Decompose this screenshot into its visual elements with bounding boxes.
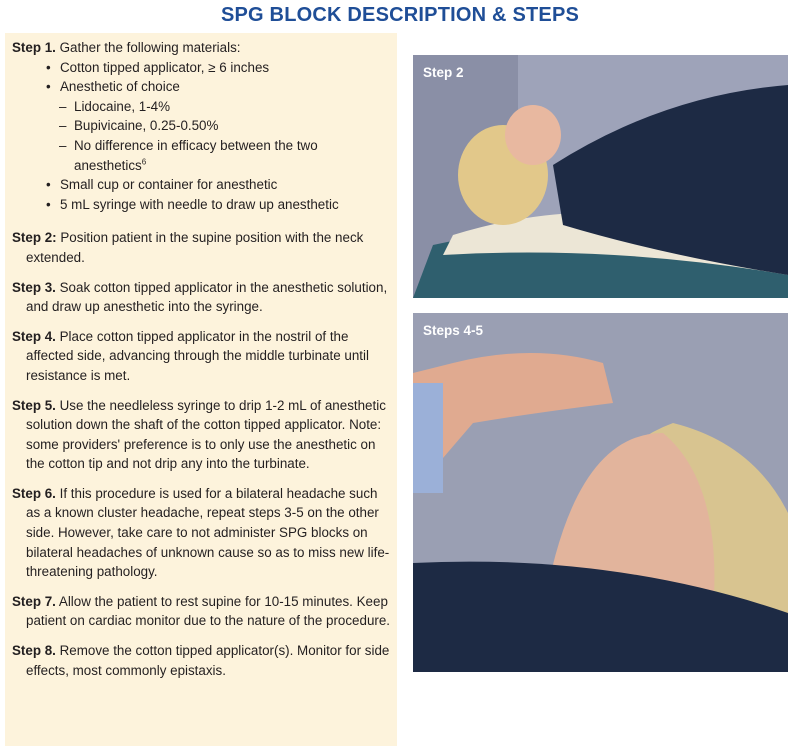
list-item: • Anesthetic of choice: [26, 77, 392, 97]
list-item: • 5 mL syringe with needle to draw up anesthetic: [26, 195, 392, 215]
step-label: Step 1.: [12, 40, 56, 55]
sub-list-text: No difference in efficacy between the two anesthetics: [74, 137, 318, 173]
list-item: • Small cup or container for anesthetic: [26, 175, 392, 195]
sub-list-item: [26, 136, 392, 175]
step-5: [12, 396, 392, 474]
step-label: Step 8.: [12, 643, 56, 659]
step-label: Step 6.: [12, 485, 56, 501]
step-label: Step 4.: [12, 328, 56, 344]
reference-superscript: 6: [141, 157, 147, 167]
step-label: Step 5.: [12, 397, 56, 413]
photo-label: Step 2: [423, 65, 464, 80]
step-3: [12, 278, 392, 317]
list-item: • Cotton tipped applicator, ≥ 6 inches: [26, 58, 392, 78]
step-text: Use the needleless syringe to drip 1-2 mL of anesthetic solution down the shaft of the cotton tipped applicator. Note: some providers' preference is to only use the anesthetic on the cotton tip and not drip any into the turbinate.: [26, 397, 386, 472]
step-label: Step 7.: [12, 593, 56, 609]
sub-list-item: – Bupivicaine, 0.25-0.50%: [26, 116, 392, 136]
step-2: [12, 228, 392, 267]
photo-steps-4-5: [413, 313, 788, 672]
step-label: Step 3.: [12, 279, 56, 295]
photo-label: Steps 4-5: [423, 323, 484, 338]
step-7: [12, 592, 392, 631]
patient-supine-illustration: [413, 55, 788, 298]
step-6: [12, 484, 392, 582]
step-text: If this procedure is used for a bilateral headache such as a known cluster headache, repeat steps 3-5 on the other side. However, take care to not administer SPG blocks on bilateral headaches of unknown cause so as to miss new life-threatening pathology.: [26, 485, 390, 580]
step-4: [12, 327, 392, 386]
step-text: Gather the following materials:: [55, 40, 241, 55]
page-title: SPG BLOCK DESCRIPTION & STEPS: [220, 4, 580, 26]
step-text: Remove the cotton tipped applicator(s). Monitor for side effects, most commonly epistaxis.: [26, 643, 390, 678]
step-1: [12, 38, 392, 214]
step-text: Place cotton tipped applicator in the nostril of the affected side, advancing through the middle turbinate until resistance is met.: [26, 328, 369, 383]
photo-step-2: [413, 55, 788, 298]
step-label: Step 2:: [12, 230, 57, 246]
sub-list-item: – Lidocaine, 1-4%: [26, 97, 392, 117]
steps-list: [12, 38, 392, 690]
step-text: Soak cotton tipped applicator in the anesthetic solution, and draw up anesthetic into the syringe.: [26, 279, 388, 315]
step-8: [12, 641, 392, 680]
step-text: Position patient in the supine position with the neck extended.: [26, 230, 364, 265]
nasal-applicator-illustration: [413, 313, 788, 672]
step-text: Allow the patient to rest supine for 10-15 minutes. Keep patient on cardiac monitor due to the nature of the procedure.: [26, 593, 391, 629]
